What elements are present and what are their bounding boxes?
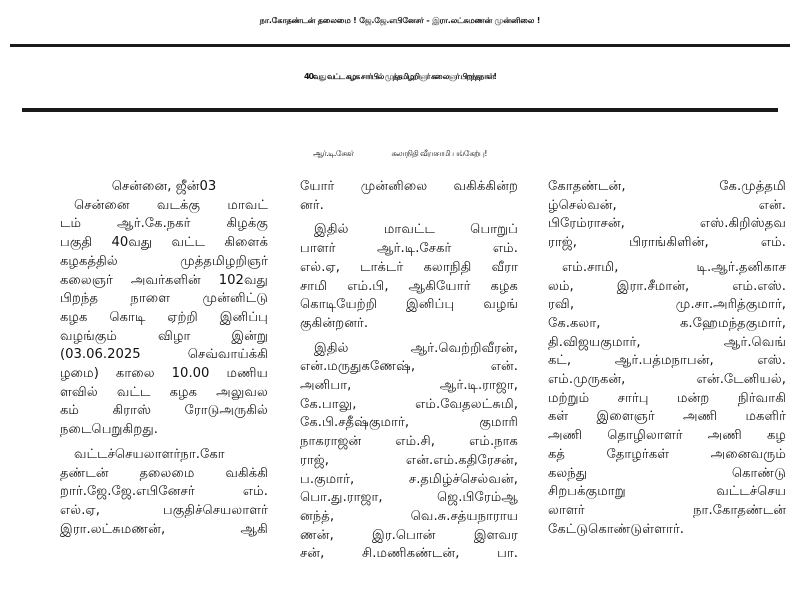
text-line: நடைபெறுகிறது. <box>60 422 158 438</box>
text-line: கொடியேற்றி இனிப்பு வழங் <box>300 297 518 313</box>
text-line: னந்த், வெ.சு.சத்யநாராய <box>300 508 518 524</box>
text-line: என்.மருதுகணேஷ், என். <box>300 359 518 375</box>
text-line: எம்.முருகன், என்.டேனியல், <box>548 372 786 388</box>
text-line: கே.கலா, க.ஹேமந்தகுமார், <box>548 315 786 331</box>
text-line: கழக கொடி ஏற்றி இனிப்பு <box>60 309 268 325</box>
text-line: பிரேம்ராசன், எஸ்.கிறிஸ்தவ <box>548 216 786 232</box>
text-line: கோதண்டன், கே.முத்தமி <box>548 179 786 194</box>
text-line: மற்றும் சார்பு மன்ற நிர்வாகி <box>548 390 786 406</box>
text-line: யோர் முன்னிலை வகிக்கின்ற <box>300 179 518 194</box>
text-line: ழ்செல்வன், என். <box>548 197 786 213</box>
text-line: எம்.சாமி, டி.ஆர்.தனிகாச <box>562 259 786 275</box>
text-line: அனிபா, ஆர்.டி.ராஜா, <box>300 378 518 394</box>
text-line: சிறபக்குமாறு வட்டச்செய <box>548 484 786 500</box>
text-line: இரா.லட்சுமணன், ஆகி <box>60 521 268 537</box>
text-line: வழங்கும் விழா இன்று <box>60 328 268 344</box>
text-line: சென்னை வடக்கு மாவட் <box>74 197 268 213</box>
text-line: லம், இரா.சீமான், எம்.எஸ். <box>548 278 786 294</box>
text-line: றார்.ஜே.ஜே.எபினேசர் எம். <box>60 484 268 500</box>
text-line: கே.பி.சதீஷ்குமார், குமாரி <box>300 415 518 431</box>
text-line: னர். <box>300 197 324 213</box>
dateline: சென்னை, ஜீன்03 <box>111 179 217 194</box>
subheadline <box>0 132 800 176</box>
text-line: கட், ஆர்.பத்மநாபன், எஸ். <box>548 353 786 369</box>
text-line: கலந்து கொண்டு <box>548 465 786 481</box>
text-line: ணன், இர.பொன் இளவர <box>300 527 518 543</box>
text-line: ளவில் வட்ட கழக அலுவல <box>60 384 268 400</box>
strapline-rule <box>10 44 790 47</box>
text-line: தி.விஜயகுமார், ஆர்.வெங் <box>548 334 786 350</box>
headline-rule <box>22 108 778 112</box>
text-line: சன், சி.மணிகண்டன், பா. <box>300 546 518 562</box>
text-line: தண்டன் தலைமை வகிக்கி <box>60 465 268 481</box>
text-line: பாளர் ஆர்.டி.சேகர் எம். <box>300 241 518 257</box>
text-line: ரவி, மு.சா.அரித்குமார், <box>548 297 786 313</box>
text-line: கேட்டுகொண்டுள்ளார். <box>548 521 684 537</box>
text-line: ராஜ், பிராங்கிளின், எம். <box>548 235 786 251</box>
text-line: குகின்றனர். <box>300 315 369 331</box>
article-column-1 <box>60 178 268 610</box>
text-line: பிறந்த நாளை முன்னிட்டு <box>60 291 268 307</box>
text-line: எல்.ஏ, பகுதிச்செயலாளர் <box>60 502 268 518</box>
text-line: ப.குமார், ச.தமிழ்ச்செல்வன், <box>300 471 518 487</box>
article-column-2 <box>300 178 518 610</box>
subheadline-left: ஆர்.டி.சேகர் <box>313 149 354 158</box>
text-line: கே.பாலு, எம்.வேதலட்சுமி, <box>300 396 518 412</box>
article-column-3 <box>548 178 786 610</box>
text-line: ராஜ், என்.எம்.கதிரேசன், <box>300 452 518 468</box>
text-line: எல்.ஏ, டாக்டர் கலாநிதி வீரா <box>300 259 518 275</box>
text-line: கத் தோழர்கள் அனைவரும் <box>548 446 786 462</box>
text-line: லாளர் நா.கோதண்டன் <box>548 502 786 518</box>
text-line: டம் ஆர்.கே.நகர் கிழக்கு <box>60 216 268 232</box>
text-line: ழமை) காலை 10.00 மணிய <box>60 366 268 382</box>
text-line: இதில் மாவட்ட பொறுப் <box>314 222 518 238</box>
text-line: நாகராஜன் எம்.சி, எம்.நாக <box>300 434 518 450</box>
text-line: கலைஞர் அவர்களின் 102வது <box>60 272 268 288</box>
text-line: இதில் ஆர்.வெற்றிவீரன், <box>314 340 518 356</box>
text-line: கழகத்தில் முத்தமிழறிஞர் <box>60 253 268 269</box>
text-line: கள் இளைஞர் அணி மகளிர் <box>548 409 786 425</box>
text-line: வட்டச்செயலாளர்நா.கோ <box>74 446 225 462</box>
text-line: (03.06.2025 செவ்வாய்க்கி <box>60 347 268 363</box>
text-line: பொ.து.ராஜா, ஜெ.பிரேம்ஆ <box>300 490 518 506</box>
subheadline-right: கலாநிதி வீராசாமி பங்கேற்பு! <box>391 149 487 158</box>
text-line: கம் கிராஸ் ரோடுஅருகில் <box>60 403 268 419</box>
text-line: அணி தொழிலாளர் அணி கழ <box>548 428 786 444</box>
text-line: பகுதி 40வது வட்ட கிளைக் <box>60 235 268 251</box>
headline: 40வது வட்ட கழக சார்பில் முத்தமிழறிஞர் கலைஞர் பிறந்தநாள்! <box>304 72 496 81</box>
text-line: சாமி எம்.பி, ஆகியோர் கழக <box>300 278 518 294</box>
strapline: நா.கோதண்டன் தலைமை ! ஜே.ஜே.எபினேசர் - இரா.லட்சுமணன் முன்னிலை ! <box>259 16 541 25</box>
